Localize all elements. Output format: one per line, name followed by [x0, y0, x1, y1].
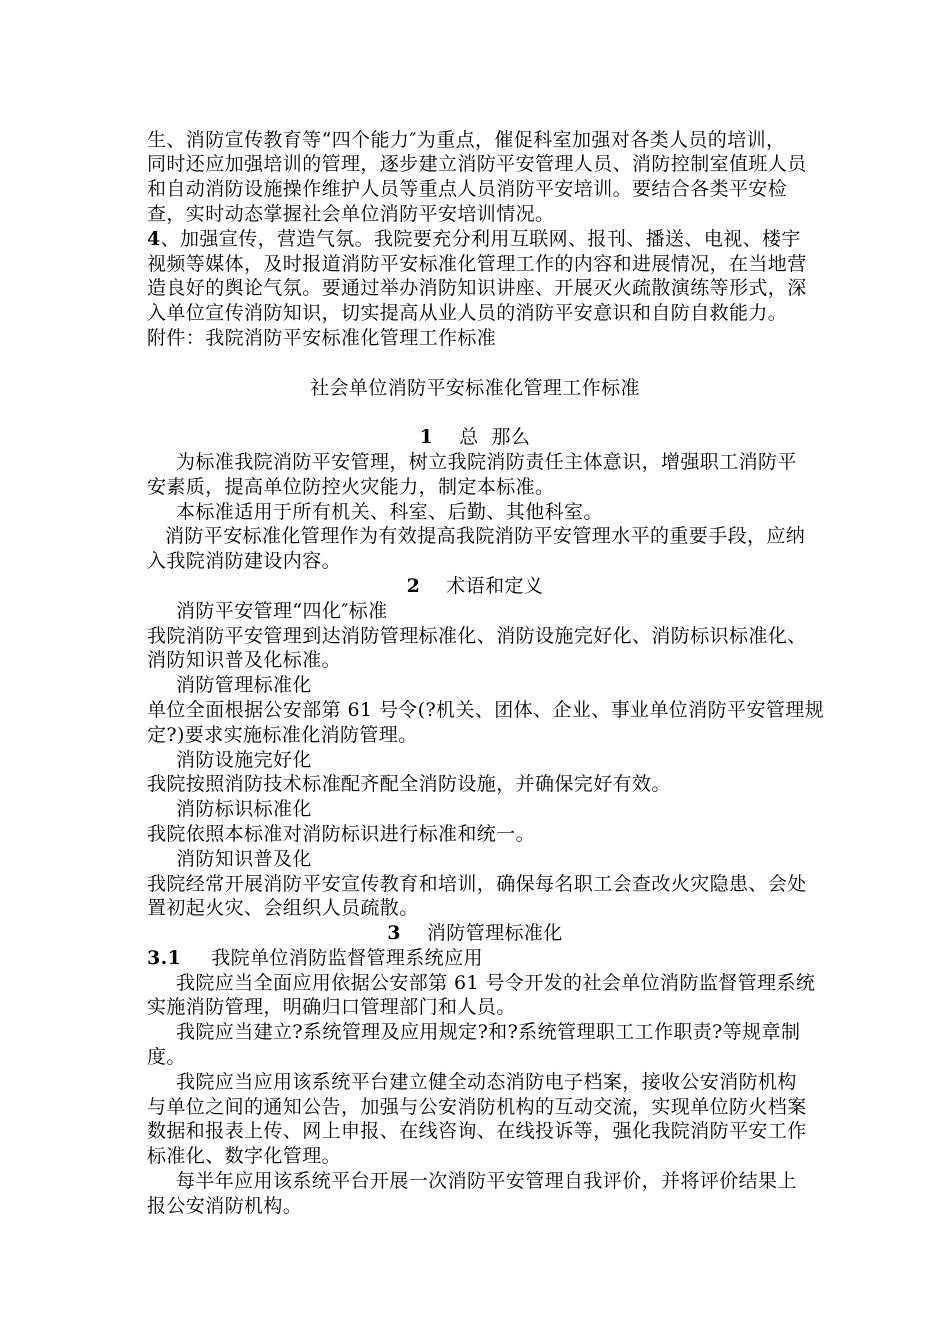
term-definition: 我院依照本标准对消防标识进行标准和统一。	[147, 822, 536, 845]
doc-line: 本标准适用于所有机关、科室、后勤、其他科室。	[176, 500, 603, 523]
chapter-heading-1	[0, 425, 950, 450]
term-definition: 置初起火灾、会组织人员疏散。	[147, 897, 419, 920]
chapter-number: 1	[419, 426, 434, 449]
doc-line: 我院应当应用该系统平台建立健全动态消防电子档案，接收公安消防机构	[176, 1070, 797, 1093]
doc-line: 与单位之间的通知公告，加强与公安消防机构的互动交流，实现单位防火档案	[147, 1095, 807, 1118]
item-number: 4	[147, 227, 161, 250]
term-definition: 我院按照消防技术标准配齐配全消防设施，并确保完好有效。	[147, 773, 671, 796]
chapter-heading-3	[0, 921, 950, 946]
chapter-title: 总 那么	[459, 426, 531, 449]
doc-line: 度。	[147, 1046, 186, 1069]
doc-line: 同时还应加强培训的管理，逐步建立消防平安管理人员、消防控制室值班人员	[147, 153, 807, 176]
term-definition: 单位全面根据公安部第 61 号令(?机关、团体、企业、事业单位消防平安管理规	[147, 698, 825, 721]
term-title: 消防平安管理“四化″标准	[176, 599, 388, 622]
term-title: 消防管理标准化	[176, 674, 312, 697]
doc-line: 查，实时动态掌握社会单位消防平安培训情况。	[147, 202, 555, 225]
term-definition: 消防知识普及化标准。	[147, 649, 342, 672]
doc-line: 造良好的舆论气氛。要通过举办消防知识讲座、开展灭火疏散演练等形式，深	[147, 277, 807, 300]
chapter-title: 术语和定义	[446, 574, 544, 597]
spacer	[0, 400, 950, 425]
section-number: 3.1	[147, 946, 182, 969]
doc-line: 标准化、数字化管理。	[147, 1145, 342, 1168]
term-title: 消防知识普及化	[176, 847, 312, 870]
doc-line: 入我院消防建设内容。	[147, 550, 342, 573]
doc-line: 每半年应用该系统平台开展一次消防平安管理自我评价，并将评价结果上	[176, 1170, 797, 1193]
term-definition: 我院消防平安管理到达消防管理标准化、消防设施完好化、消防标识标准化、	[147, 624, 807, 647]
doc-line: 安素质，提高单位防控火灾能力，制定本标准。	[147, 475, 555, 498]
document-title: 社会单位消防平安标准化管理工作标准	[310, 376, 640, 399]
section-heading-3-1	[0, 946, 950, 971]
doc-line: 和自动消防设施操作维护人员等重点人员消防平安培训。要结合各类平安检	[147, 178, 788, 201]
term-title: 消防设施完好化	[176, 748, 312, 771]
doc-line: 为标准我院消防平安管理，树立我院消防责任主体意识，增强职工消防平	[176, 450, 797, 473]
item-text: 、加强宣传，营造气氛。我院要充分利用互联网、报刊、播送、电视、楼宇	[160, 227, 801, 250]
doc-line: 消防平安标准化管理作为有效提高我院消防平安管理水平的重要手段，应纳	[165, 525, 806, 548]
doc-line: 入单位宣传消防知识，切实提高从业人员的消防平安意识和自防自救能力。	[147, 302, 788, 325]
chapter-title: 消防管理标准化	[426, 922, 563, 945]
section-title: 我院单位消防监督管理系统应用	[211, 946, 483, 969]
chapter-number: 3	[387, 922, 401, 945]
doc-line: 生、消防宣传教育等“四个能力″为重点，催促科室加强对各类人员的培训，	[147, 128, 786, 151]
chapter-heading-2	[0, 574, 950, 599]
doc-line: 报公安消防机构。	[147, 1194, 303, 1217]
attachment-line: 附件：我院消防平安标准化管理工作标准	[147, 326, 497, 349]
term-title: 消防标识标准化	[176, 798, 312, 821]
spacer	[0, 351, 950, 376]
doc-line: 数据和报表上传、网上申报、在线咨询、在线投诉等，强化我院消防平安工作	[147, 1120, 807, 1143]
doc-line: 我院应当建立?系统管理及应用规定?和?系统管理职工工作职责?等规章制	[176, 1021, 801, 1044]
doc-line: 视频等媒体，及时报道消防平安标准化管理工作的内容和进展情况，在当地营	[147, 252, 807, 275]
doc-line: 我院应当全面应用依据公安部第 61 号令开发的社会单位消防监督管理系统	[176, 971, 816, 994]
term-definition: 我院经常开展消防平安宣传教育和培训，确保每名职工会查改火灾隐患、会处	[147, 872, 807, 895]
chapter-number: 2	[406, 574, 421, 597]
term-definition: 定?)要求实施标准化消防管理。	[147, 723, 418, 746]
list-item-4	[0, 227, 950, 252]
doc-line: 实施消防管理，明确归口管理部门和人员。	[147, 996, 516, 1019]
